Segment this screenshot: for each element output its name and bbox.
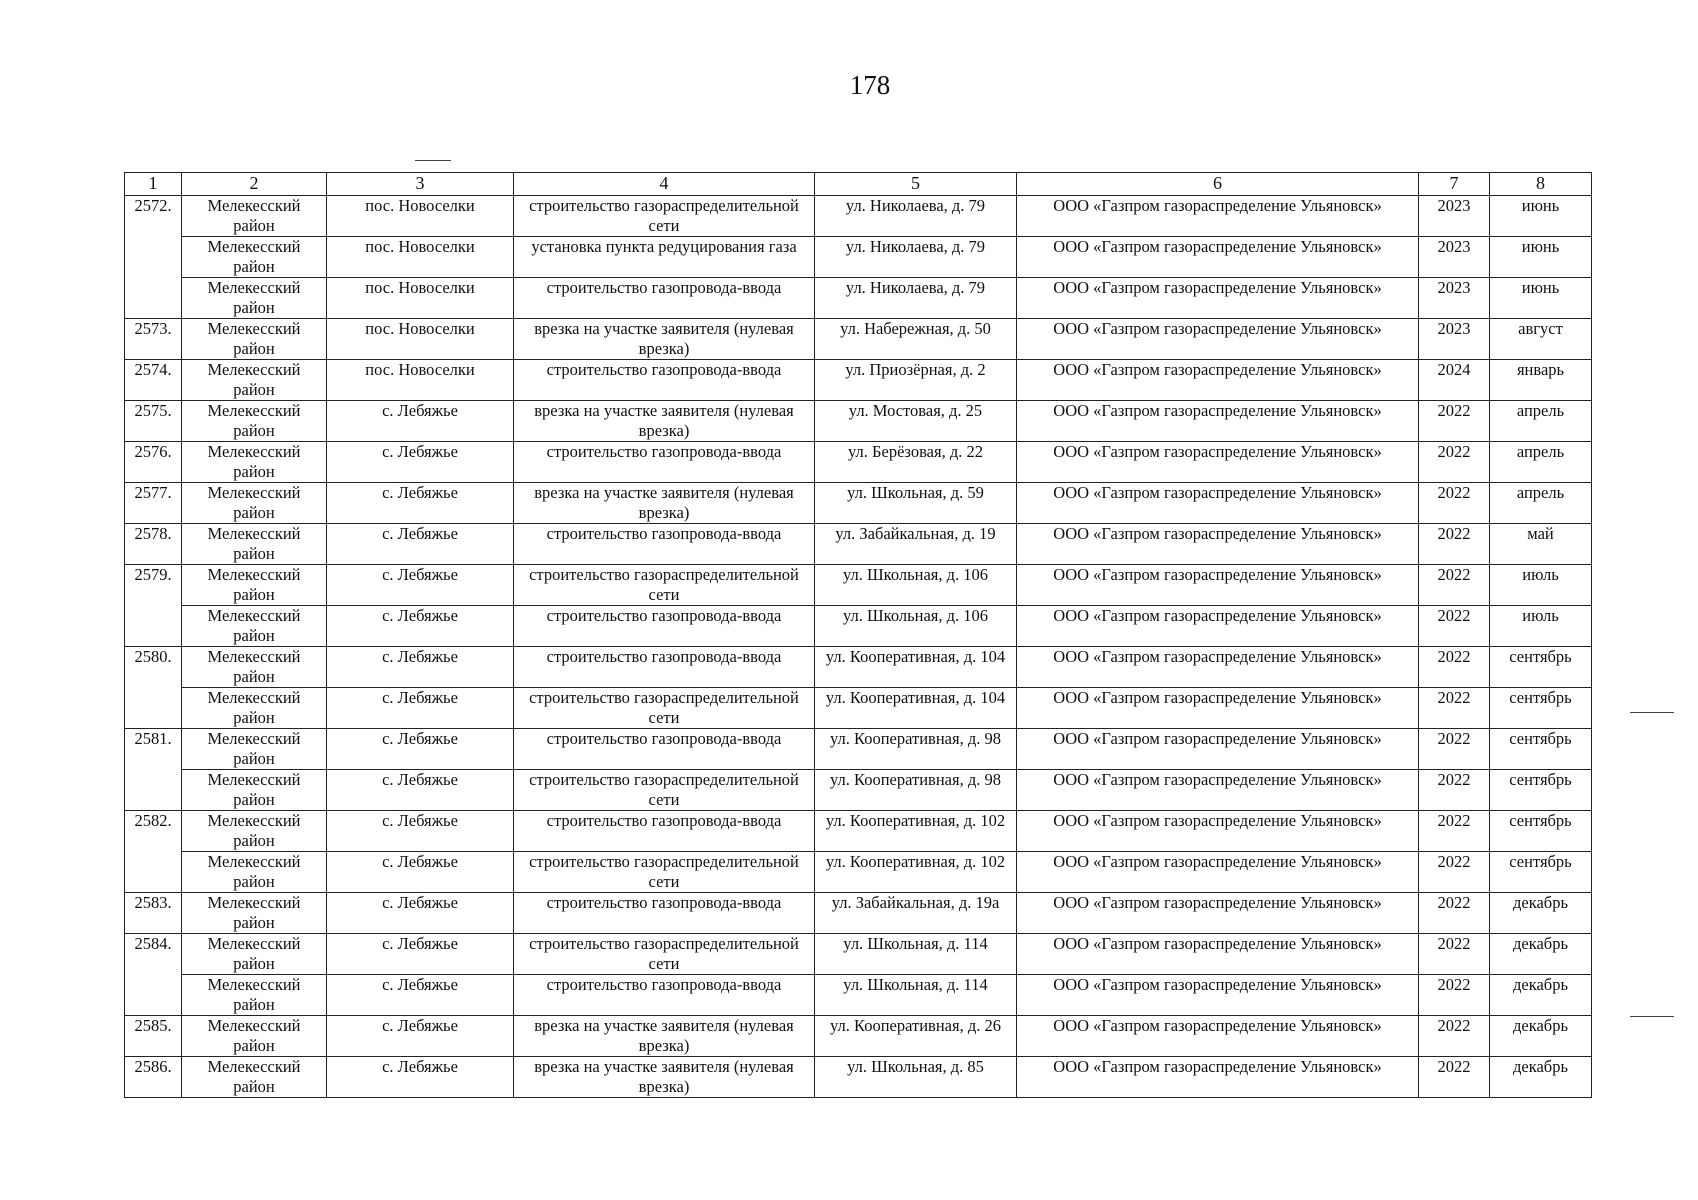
cell-month: декабрь [1490,975,1592,1016]
cell-organization: ООО «Газпром газораспределение Ульяновск» [1017,852,1419,893]
cell-address: ул. Кооперативная, д. 102 [815,852,1017,893]
cell-district: Мелекесский район [182,401,327,442]
cell-number: 2580. [125,647,182,729]
gas-works-table [124,172,1592,1098]
cell-month: апрель [1490,483,1592,524]
cell-year: 2022 [1419,934,1490,975]
cell-settlement: с. Лебяжье [327,1016,514,1057]
cell-month: сентябрь [1490,647,1592,688]
cell-organization: ООО «Газпром газораспределение Ульяновск» [1017,442,1419,483]
table-row [125,237,1592,278]
cell-number: 2583. [125,893,182,934]
cell-number: 2575. [125,401,182,442]
cell-organization: ООО «Газпром газораспределение Ульяновск» [1017,360,1419,401]
cell-address: ул. Забайкальная, д. 19а [815,893,1017,934]
cell-year: 2022 [1419,770,1490,811]
cell-year: 2023 [1419,196,1490,237]
cell-district: Мелекесский район [182,524,327,565]
table-row [125,729,1592,770]
cell-year: 2022 [1419,647,1490,688]
cell-number: 2573. [125,319,182,360]
cell-number: 2578. [125,524,182,565]
cell-district: Мелекесский район [182,360,327,401]
cell-month: январь [1490,360,1592,401]
cell-organization: ООО «Газпром газораспределение Ульяновск» [1017,278,1419,319]
cell-district: Мелекесский район [182,811,327,852]
table-row [125,483,1592,524]
cell-year: 2023 [1419,319,1490,360]
cell-settlement: пос. Новоселки [327,237,514,278]
cell-settlement: пос. Новоселки [327,196,514,237]
table-row [125,893,1592,934]
cell-month: сентябрь [1490,811,1592,852]
cell-work-type: строительство газопровода-ввода [514,442,815,483]
table-row [125,319,1592,360]
cell-year: 2022 [1419,852,1490,893]
header-col-8: 8 [1490,173,1592,196]
cell-organization: ООО «Газпром газораспределение Ульяновск» [1017,319,1419,360]
cell-address: ул. Школьная, д. 85 [815,1057,1017,1098]
cell-work-type: строительство газопровода-ввода [514,360,815,401]
cell-month: июль [1490,606,1592,647]
cell-month: декабрь [1490,893,1592,934]
cell-work-type: врезка на участке заявителя (нулевая врезка) [514,319,815,360]
cell-work-type: строительство газопровода-ввода [514,524,815,565]
header-col-2: 2 [182,173,327,196]
cell-organization: ООО «Газпром газораспределение Ульяновск» [1017,688,1419,729]
cell-address: ул. Николаева, д. 79 [815,237,1017,278]
cell-year: 2022 [1419,442,1490,483]
table-row [125,934,1592,975]
table-row [125,1016,1592,1057]
cell-address: ул. Николаева, д. 79 [815,196,1017,237]
table-row [125,196,1592,237]
cell-month: декабрь [1490,1057,1592,1098]
table-row [125,278,1592,319]
cell-address: ул. Забайкальная, д. 19 [815,524,1017,565]
cell-address: ул. Приозёрная, д. 2 [815,360,1017,401]
cell-year: 2022 [1419,729,1490,770]
header-col-6: 6 [1017,173,1419,196]
cell-address: ул. Кооперативная, д. 104 [815,688,1017,729]
scan-mark [415,160,451,161]
cell-address: ул. Николаева, д. 79 [815,278,1017,319]
cell-number: 2572. [125,196,182,319]
cell-organization: ООО «Газпром газораспределение Ульяновск» [1017,565,1419,606]
cell-district: Мелекесский район [182,975,327,1016]
cell-district: Мелекесский район [182,319,327,360]
cell-organization: ООО «Газпром газораспределение Ульяновск» [1017,934,1419,975]
cell-organization: ООО «Газпром газораспределение Ульяновск» [1017,606,1419,647]
cell-organization: ООО «Газпром газораспределение Ульяновск» [1017,1016,1419,1057]
header-col-7: 7 [1419,173,1490,196]
table-row [125,1057,1592,1098]
cell-district: Мелекесский район [182,483,327,524]
cell-district: Мелекесский район [182,893,327,934]
cell-number: 2586. [125,1057,182,1098]
cell-work-type: строительство газопровода-ввода [514,278,815,319]
header-row [125,173,1592,196]
cell-organization: ООО «Газпром газораспределение Ульяновск» [1017,483,1419,524]
cell-settlement: с. Лебяжье [327,729,514,770]
cell-organization: ООО «Газпром газораспределение Ульяновск» [1017,893,1419,934]
cell-work-type: строительство газораспределительной сети [514,852,815,893]
scan-mark [1630,1016,1674,1017]
cell-address: ул. Школьная, д. 106 [815,565,1017,606]
cell-settlement: с. Лебяжье [327,524,514,565]
cell-address: ул. Школьная, д. 114 [815,934,1017,975]
cell-year: 2024 [1419,360,1490,401]
cell-month: июнь [1490,196,1592,237]
cell-year: 2022 [1419,401,1490,442]
cell-work-type: строительство газопровода-ввода [514,729,815,770]
cell-year: 2022 [1419,1057,1490,1098]
cell-settlement: с. Лебяжье [327,606,514,647]
cell-work-type: врезка на участке заявителя (нулевая врезка) [514,483,815,524]
cell-organization: ООО «Газпром газораспределение Ульяновск» [1017,524,1419,565]
cell-month: июль [1490,565,1592,606]
cell-district: Мелекесский район [182,852,327,893]
cell-settlement: пос. Новоселки [327,278,514,319]
table-row [125,811,1592,852]
header-col-5: 5 [815,173,1017,196]
cell-district: Мелекесский район [182,647,327,688]
cell-month: сентябрь [1490,770,1592,811]
cell-address: ул. Кооперативная, д. 104 [815,647,1017,688]
cell-year: 2022 [1419,975,1490,1016]
cell-address: ул. Берёзовая, д. 22 [815,442,1017,483]
cell-number: 2579. [125,565,182,647]
cell-year: 2022 [1419,893,1490,934]
cell-month: май [1490,524,1592,565]
table-body [125,196,1592,1098]
cell-month: июнь [1490,278,1592,319]
cell-month: июнь [1490,237,1592,278]
table-row [125,401,1592,442]
cell-organization: ООО «Газпром газораспределение Ульяновск» [1017,729,1419,770]
header-col-3: 3 [327,173,514,196]
table-row [125,975,1592,1016]
cell-settlement: с. Лебяжье [327,483,514,524]
cell-settlement: с. Лебяжье [327,442,514,483]
cell-month: декабрь [1490,1016,1592,1057]
cell-work-type: строительство газораспределительной сети [514,934,815,975]
cell-address: ул. Школьная, д. 114 [815,975,1017,1016]
cell-work-type: строительство газопровода-ввода [514,811,815,852]
cell-district: Мелекесский район [182,688,327,729]
cell-address: ул. Кооперативная, д. 98 [815,729,1017,770]
cell-address: ул. Школьная, д. 59 [815,483,1017,524]
cell-year: 2022 [1419,483,1490,524]
cell-settlement: с. Лебяжье [327,401,514,442]
cell-year: 2022 [1419,606,1490,647]
cell-settlement: с. Лебяжье [327,852,514,893]
cell-number: 2574. [125,360,182,401]
cell-organization: ООО «Газпром газораспределение Ульяновск» [1017,1057,1419,1098]
cell-district: Мелекесский район [182,606,327,647]
cell-organization: ООО «Газпром газораспределение Ульяновск» [1017,975,1419,1016]
cell-year: 2022 [1419,1016,1490,1057]
cell-settlement: с. Лебяжье [327,975,514,1016]
cell-address: ул. Набережная, д. 50 [815,319,1017,360]
cell-number: 2584. [125,934,182,1016]
cell-district: Мелекесский район [182,278,327,319]
cell-work-type: строительство газораспределительной сети [514,770,815,811]
cell-year: 2023 [1419,278,1490,319]
cell-organization: ООО «Газпром газораспределение Ульяновск» [1017,770,1419,811]
header-col-4: 4 [514,173,815,196]
cell-number: 2577. [125,483,182,524]
table-row [125,852,1592,893]
cell-month: апрель [1490,401,1592,442]
cell-work-type: строительство газораспределительной сети [514,196,815,237]
table-row [125,442,1592,483]
table-row [125,360,1592,401]
cell-organization: ООО «Газпром газораспределение Ульяновск» [1017,811,1419,852]
cell-address: ул. Кооперативная, д. 98 [815,770,1017,811]
cell-month: декабрь [1490,934,1592,975]
cell-year: 2022 [1419,688,1490,729]
cell-work-type: строительство газопровода-ввода [514,606,815,647]
cell-district: Мелекесский район [182,237,327,278]
cell-month: апрель [1490,442,1592,483]
cell-district: Мелекесский район [182,442,327,483]
cell-work-type: строительство газопровода-ввода [514,647,815,688]
scan-mark [1630,712,1674,713]
cell-month: август [1490,319,1592,360]
cell-district: Мелекесский район [182,770,327,811]
table-row [125,647,1592,688]
cell-number: 2581. [125,729,182,811]
table-row [125,524,1592,565]
page-number: 178 [849,70,891,100]
cell-work-type: врезка на участке заявителя (нулевая врезка) [514,1016,815,1057]
cell-organization: ООО «Газпром газораспределение Ульяновск» [1017,237,1419,278]
cell-number: 2582. [125,811,182,893]
cell-month: сентябрь [1490,852,1592,893]
cell-district: Мелекесский район [182,1057,327,1098]
cell-number: 2576. [125,442,182,483]
cell-address: ул. Кооперативная, д. 102 [815,811,1017,852]
cell-work-type: установка пункта редуцирования газа [514,237,815,278]
cell-district: Мелекесский район [182,565,327,606]
cell-settlement: с. Лебяжье [327,770,514,811]
cell-district: Мелекесский район [182,934,327,975]
table-row [125,565,1592,606]
cell-organization: ООО «Газпром газораспределение Ульяновск» [1017,647,1419,688]
cell-year: 2022 [1419,811,1490,852]
cell-district: Мелекесский район [182,729,327,770]
cell-address: ул. Кооперативная, д. 26 [815,1016,1017,1057]
cell-settlement: с. Лебяжье [327,893,514,934]
cell-address: ул. Школьная, д. 106 [815,606,1017,647]
cell-settlement: с. Лебяжье [327,565,514,606]
cell-district: Мелекесский район [182,1016,327,1057]
cell-settlement: с. Лебяжье [327,811,514,852]
cell-organization: ООО «Газпром газораспределение Ульяновск» [1017,401,1419,442]
cell-settlement: пос. Новоселки [327,360,514,401]
cell-settlement: с. Лебяжье [327,688,514,729]
cell-month: сентябрь [1490,688,1592,729]
cell-work-type: строительство газораспределительной сети [514,565,815,606]
cell-organization: ООО «Газпром газораспределение Ульяновск» [1017,196,1419,237]
table-row [125,606,1592,647]
cell-work-type: строительство газораспределительной сети [514,688,815,729]
cell-address: ул. Мостовая, д. 25 [815,401,1017,442]
cell-month: сентябрь [1490,729,1592,770]
cell-year: 2022 [1419,565,1490,606]
header-col-1: 1 [125,173,182,196]
cell-work-type: врезка на участке заявителя (нулевая врезка) [514,401,815,442]
table-row [125,688,1592,729]
cell-settlement: пос. Новоселки [327,319,514,360]
cell-work-type: строительство газопровода-ввода [514,975,815,1016]
cell-number: 2585. [125,1016,182,1057]
cell-settlement: с. Лебяжье [327,1057,514,1098]
cell-year: 2022 [1419,524,1490,565]
cell-work-type: строительство газопровода-ввода [514,893,815,934]
cell-settlement: с. Лебяжье [327,934,514,975]
cell-year: 2023 [1419,237,1490,278]
cell-work-type: врезка на участке заявителя (нулевая врезка) [514,1057,815,1098]
table-row [125,770,1592,811]
cell-settlement: с. Лебяжье [327,647,514,688]
cell-district: Мелекесский район [182,196,327,237]
